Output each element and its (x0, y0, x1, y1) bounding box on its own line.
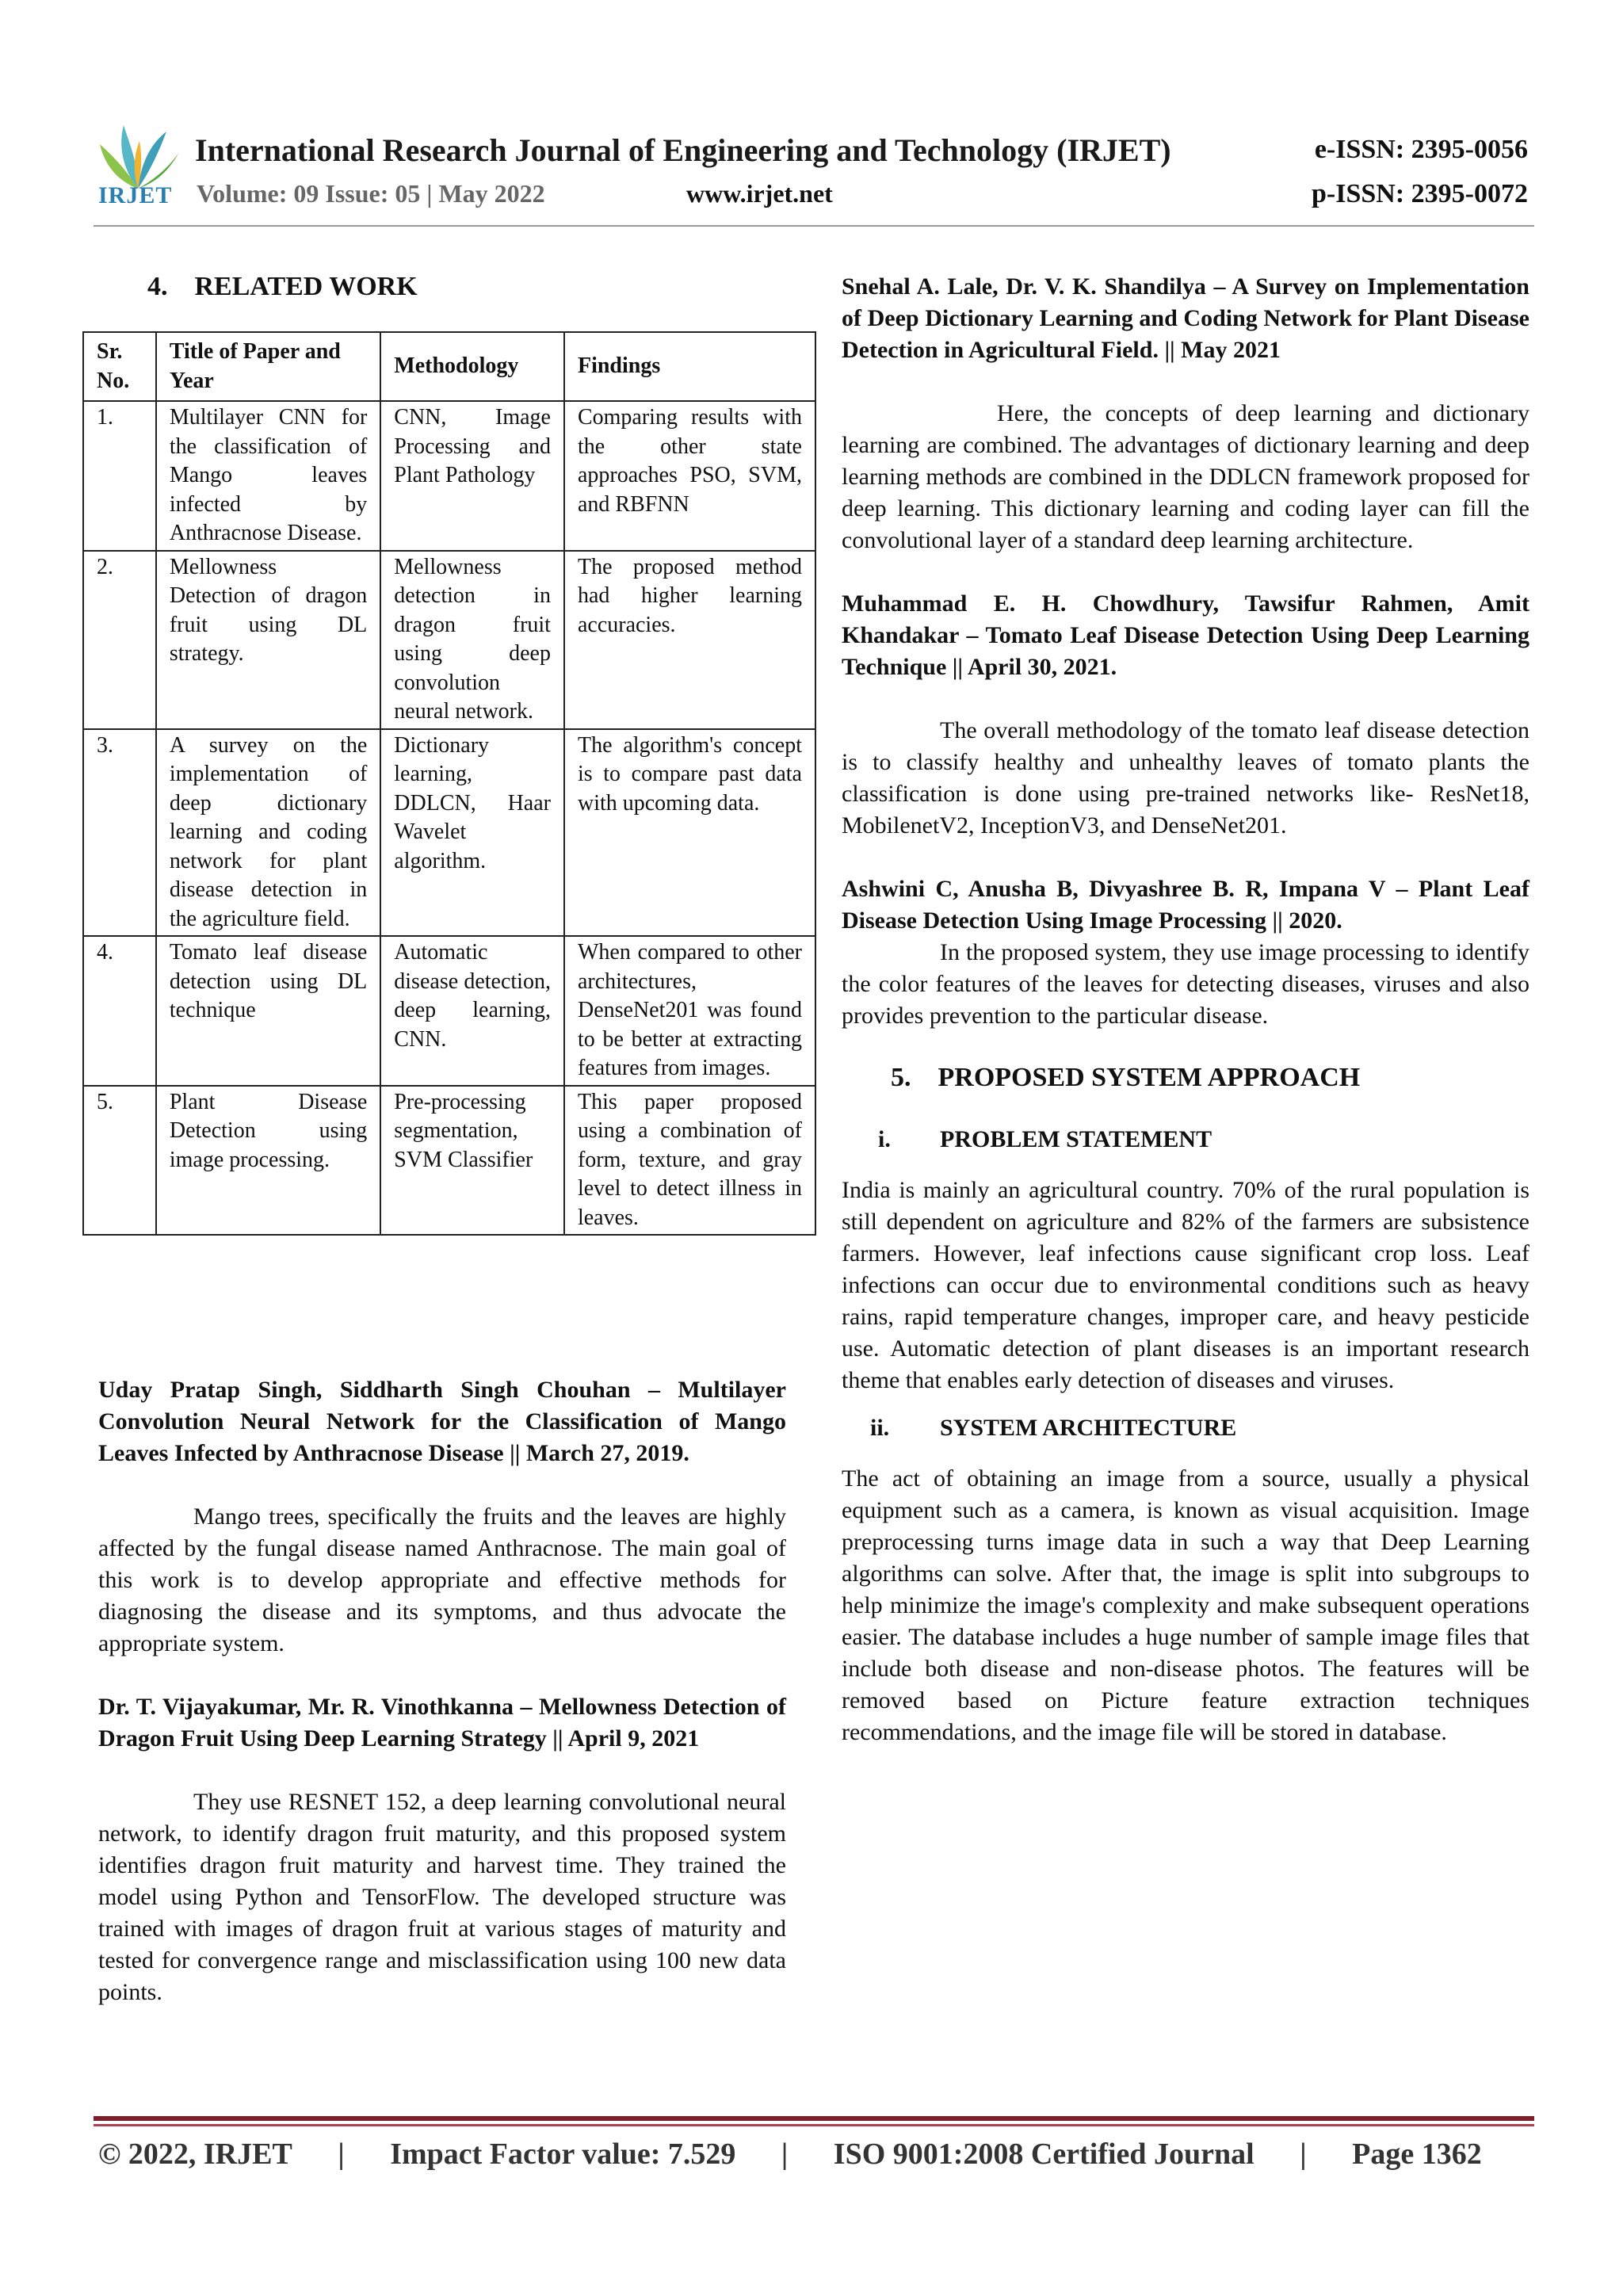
reference-paragraph: The overall methodology of the tomato leaf disease detection is to classify healthy and unhealthy leaves of tomato plants the classification is done using pre-trained networks like- ResNet18, MobilenetV2, InceptionV3, and DenseNet201. (842, 717, 1529, 839)
subheading-number: i. (878, 1126, 891, 1152)
header-divider (94, 225, 1534, 227)
footer-iso: ISO 9001:2008 Certified Journal (833, 2137, 1254, 2171)
table-cell: 4. (83, 936, 156, 1086)
footer-divider (94, 2116, 1534, 2121)
section-heading-proposed-system: 5. PROPOSED SYSTEM APPROACH (891, 1063, 1361, 1092)
footer-page-number: Page 1362 (1352, 2137, 1482, 2171)
subheading-system-architecture (842, 1412, 1529, 1444)
website-link[interactable]: www.irjet.net (686, 179, 833, 208)
reference-heading: Uday Pratap Singh, Siddharth Singh Chouhan – Multilayer Convolution Neural Network for the Classification of Mango Leaves Infected by Anthracnose Disease || March 27, 2019. (98, 1377, 786, 1466)
footer-impact-factor: Impact Factor value: 7.529 (390, 2137, 736, 2171)
table-cell: Automatic disease detection, deep learning, CNN. (380, 936, 564, 1086)
table-cell: The proposed method had higher learning accuracies. (564, 551, 815, 729)
table-cell: Multilayer CNN for the classification of Mango leaves infected by Anthracnose Disease. (156, 401, 380, 551)
body-paragraph: The act of obtaining an image from a source, usually a physical equipment such as a camera, is known as visual acquisition. Image preprocessing turns image data in such a way that Deep Learning algorithms can solve. After that, the image is split into subgroups to help minimize the image's complexity and make subsequent operations easier. The database includes a huge number of sample image files that include both disease and non-disease photos. The features will be removed based on Picture feature extraction techniques recommendations, and the image file will be stored in database. (842, 1465, 1529, 1745)
table-cell: A survey on the implementation of deep dictionary learning and coding network for plant disease detection in the agriculture field. (156, 729, 380, 937)
e-issn: e-ISSN: 2395-0056 (1314, 135, 1528, 164)
footer-copyright: © 2022, IRJET (98, 2137, 292, 2171)
table-cell: Comparing results with the other state approaches PSO, SVM, and RBFNN (564, 401, 815, 551)
table-cell: Pre-processing segmentation, SVM Classifier (380, 1086, 564, 1236)
right-column (842, 271, 1529, 1748)
p-issn: p-ISSN: 2395-0072 (1312, 179, 1528, 208)
reference-paragraph: Here, the concepts of deep learning and dictionary learning are combined. The advantages of dictionary learning and deep learning methods are combined in the DDLCN framework proposed for deep learning. This dictionary learning and coding layer can fill the convolutional layer of a standard deep learning architecture. (842, 400, 1529, 553)
table-row (83, 551, 815, 729)
table-cell: 3. (83, 729, 156, 937)
table-header-cell: Title of Paper and Year (156, 332, 380, 401)
table-header-cell: Findings (564, 332, 815, 401)
table-cell: The algorithm's concept is to compare past data with upcoming data. (564, 729, 815, 937)
journal-title: International Research Journal of Engineering and Technology (IRJET) (195, 132, 1171, 168)
footer-separator: | (338, 2137, 345, 2171)
subheading-label: PROBLEM STATEMENT (940, 1126, 1212, 1152)
section-heading-related-work: 4. RELATED WORK (147, 272, 418, 301)
body-paragraph: India is mainly an agricultural country. 70% of the rural population is still dependent on agriculture and 82% of the farmers are subsistence farmers. However, leaf infections cause significant crop loss. Leaf infections can occur due to environmental conditions such as heavy rains, rapid temperature changes, improper care, and heavy pesticide use. Automatic detection of plant diseases is an important research theme that enables early detection of diseases and viruses. (842, 1177, 1529, 1393)
table-cell: Mellowness Detection of dragon fruit using DL strategy. (156, 551, 380, 729)
reference-paragraph: In the proposed system, they use image processing to identify the color features of the leaves for detecting diseases, viruses and also provides prevention to the particular disease. (842, 939, 1529, 1029)
reference-paragraph: They use RESNET 152, a deep learning convolutional neural network, to identify dragon fruit maturity, and this proposed system identifies dragon fruit maturity and harvest time. They trained the model using Python and TensorFlow. The developed structure was trained with images of dragon fruit at various stages of maturity and tested for convergence range and misclassification using 100 new data points. (98, 1789, 786, 2005)
table-cell: Plant Disease Detection using image processing. (156, 1086, 380, 1236)
left-references-block (98, 1374, 786, 2008)
table-row (83, 1086, 815, 1236)
table-row (83, 401, 815, 551)
footer (98, 2132, 1525, 2176)
table-header-cell: Methodology (380, 332, 564, 401)
related-work-table (82, 331, 816, 1236)
reference-paragraph: Mango trees, specifically the fruits and the leaves are highly affected by the fungal disease named Anthracnose. The main goal of this work is to develop appropriate and effective methods for diagnosing the disease and its symptoms, and thus advocate the appropriate system. (98, 1503, 786, 1656)
table-cell: This paper proposed using a combination of form, texture, and gray level to detect illness in leaves. (564, 1086, 815, 1236)
footer-divider-thin (94, 2124, 1534, 2126)
table-header-row (83, 332, 815, 401)
footer-separator: | (781, 2137, 789, 2171)
reference-heading: Muhammad E. H. Chowdhury, Tawsifur Rahmen, Amit Khandakar – Tomato Leaf Disease Detection Using Deep Learning Technique || April 30, 2021. (842, 590, 1529, 680)
table-cell: CNN, Image Processing and Plant Pathology (380, 401, 564, 551)
reference-heading: Snehal A. Lale, Dr. V. K. Shandilya – A Survey on Implementation of Deep Dictionary Learning and Coding Network for Plant Disease Detection in Agricultural Field. || May 2021 (842, 273, 1529, 363)
reference-heading: Dr. T. Vijayakumar, Mr. R. Vinothkanna – Mellowness Detection of Dragon Fruit Using Deep Learning Strategy || April 9, 2021 (98, 1694, 786, 1752)
table-cell: 2. (83, 551, 156, 729)
volume-issue: Volume: 09 Issue: 05 | May 2022 (197, 179, 545, 208)
footer-separator: | (1300, 2137, 1307, 2171)
table-header-cell: Sr. No. (83, 332, 156, 401)
subheading-problem-statement (842, 1124, 1529, 1156)
table-cell: Mellowness detection in dragon fruit using deep convolution neural network. (380, 551, 564, 729)
table-row (83, 729, 815, 937)
table-cell: Dictionary learning, DDLCN, Haar Wavelet algorithm. (380, 729, 564, 937)
reference-heading: Ashwini C, Anusha B, Divyashree B. R, Impana V – Plant Leaf Disease Detection Using Image Processing || 2020. (842, 876, 1529, 934)
table-row (83, 936, 815, 1086)
table-cell: 5. (83, 1086, 156, 1236)
subheading-label: SYSTEM ARCHITECTURE (940, 1415, 1237, 1441)
table-cell: When compared to other architectures, DenseNet201 was found to be better at extracting features from images. (564, 936, 815, 1086)
table-cell: Tomato leaf disease detection using DL technique (156, 936, 380, 1086)
subheading-number: ii. (870, 1415, 890, 1441)
table-cell: 1. (83, 401, 156, 551)
logo-text: IRJET (98, 182, 173, 208)
